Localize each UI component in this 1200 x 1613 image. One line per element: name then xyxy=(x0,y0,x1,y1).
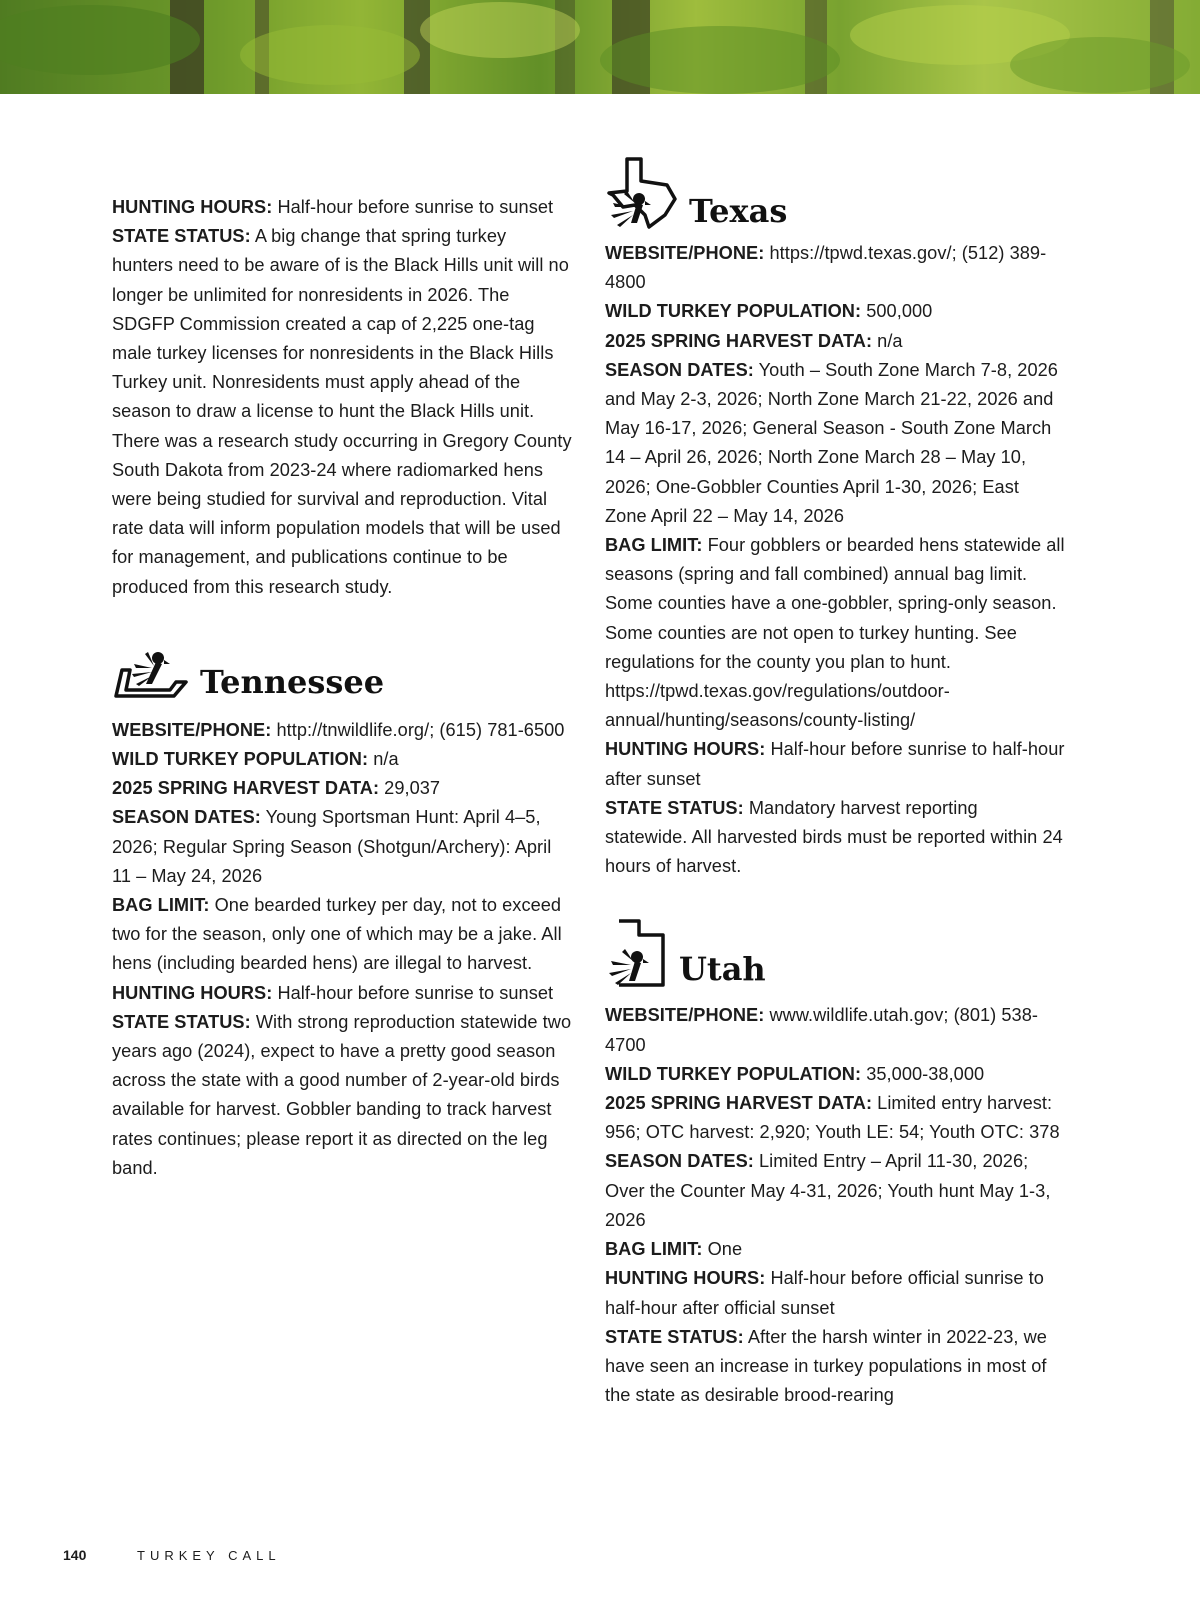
tx-website: WEBSITE/PHONE: https://tpwd.texas.gov/; (512) 389-4800 xyxy=(605,243,1047,293)
tennessee-heading xyxy=(112,646,572,702)
tx-state-status: STATE STATUS: Mandatory harvest reporting statewide. All harvested birds must be reported within 24 hours of harvest. xyxy=(605,797,1063,877)
tn-population: WILD TURKEY POPULATION: n/a xyxy=(112,749,399,770)
ut-state-status: STATE STATUS: After the harsh winter in 2022-23, we have seen an increase in turkey populations in most of the state as desirable brood-rearing xyxy=(605,1326,1047,1406)
tn-bag-limit: BAG LIMIT: One bearded turkey per day, not to exceed two for the season, only one of which may be a jake. All hens (including bearded hens) are illegal to harvest. xyxy=(112,895,562,974)
left-column xyxy=(112,193,572,1183)
tx-harvest: 2025 SPRING HARVEST DATA: n/a xyxy=(605,330,903,351)
tn-season: SEASON DATES: Young Sportsman Hunt: April 4–5, 2026; Regular Spring Season (Shotgun/Archery): April 11 – May 24, 2026 xyxy=(112,807,552,886)
page-number: 140 xyxy=(63,1547,87,1563)
tennessee-title: Tennessee xyxy=(200,662,385,701)
ut-website: WEBSITE/PHONE: www.wildlife.utah.gov; (801) 538-4700 xyxy=(605,1005,1038,1055)
ut-season: SEASON DATES: Limited Entry – April 11-30, 2026; Over the Counter May 4-31, 2026; Youth hunt May 1-3, 2026 xyxy=(605,1151,1051,1230)
tx-bag-limit: BAG LIMIT: Four gobblers or bearded hens statewide all seasons (spring and fall combined) annual bag limit. Some counties have a one-gobbler, spring-only season. Some counties are not open to turkey hunting. See regulations for the county you plan to hunt. https://tpwd.texas.gov/regulations/outdoor-annual/hunting/seasons/county-listing/ xyxy=(605,535,1065,731)
sd-hunting-hours: HUNTING HOURS: Half-hour before sunrise to sunset xyxy=(112,197,554,217)
page-footer xyxy=(63,1547,281,1563)
ut-bag-limit: BAG LIMIT: One xyxy=(605,1239,743,1260)
sd-state-status: STATE STATUS: A big change that spring turkey hunters need to be aware of is the Black Hills unit will no longer be unlimited for nonresidents in 2026. The SDGFP Commission created a cap of 2,225 one-tag male turkey licenses for nonresidents in the Black Hills Turkey unit. Nonresidents must apply ahead of the season to draw a license to hunt the Black Hills unit. There was a research study occurring in Gregory County South Dakota from 2023-24 where radiomarked hens were being studied for survival and reproduction. Vital rate data will inform population models that will be used for management, and publications continue to be produced from this research study. xyxy=(112,226,572,597)
forest-banner-image xyxy=(0,0,1200,94)
ut-harvest: 2025 SPRING HARVEST DATA: Limited entry harvest: 956; OTC harvest: 2,920; Youth LE: 54; Youth OTC: 378 xyxy=(605,1093,1060,1143)
texas-title: Texas xyxy=(689,192,788,230)
tx-hunting-hours: HUNTING HOURS: Half-hour before sunrise to half-hour after sunset xyxy=(605,739,1065,789)
texas-state-turkey-icon xyxy=(605,155,677,231)
magazine-name: TURKEY CALL xyxy=(137,1547,281,1563)
tn-hunting-hours: HUNTING HOURS: Half-hour before sunrise to sunset xyxy=(112,982,554,1003)
utah-title: Utah xyxy=(679,950,766,989)
texas-heading xyxy=(605,155,1065,231)
ut-hunting-hours: HUNTING HOURS: Half-hour before official sunrise to half-hour after official sunset xyxy=(605,1268,1044,1318)
ut-population: WILD TURKEY POPULATION: 35,000-38,000 xyxy=(605,1063,985,1084)
right-column xyxy=(605,155,1065,1410)
utah-heading xyxy=(605,917,1065,989)
tennessee-state-turkey-icon xyxy=(112,646,188,702)
tx-population: WILD TURKEY POPULATION: 500,000 xyxy=(605,301,933,322)
tn-website: WEBSITE/PHONE: http://tnwildlife.org/; (615) 781-6500 xyxy=(112,719,565,740)
utah-state-turkey-icon xyxy=(605,917,667,989)
tn-harvest: 2025 SPRING HARVEST DATA: 29,037 xyxy=(112,778,441,799)
tx-season: SEASON DATES: Youth – South Zone March 7-8, 2026 and May 2-3, 2026; North Zone March 21-22, 2026 and May 16-17, 2026; General Season - South Zone March 14 – April 26, 2026; North Zone March 28 – May 10, 2026; One-Gobbler Counties April 1-30, 2026; East Zone April 22 – May 14, 2026 xyxy=(605,359,1058,526)
tn-state-status: STATE STATUS: With strong reproduction statewide two years ago (2024), expect to have a pretty good season across the state with a good number of 2-year-old birds available for harvest. Gobbler banding to track harvest rates continues; please report it as directed on the leg band. xyxy=(112,1011,572,1178)
